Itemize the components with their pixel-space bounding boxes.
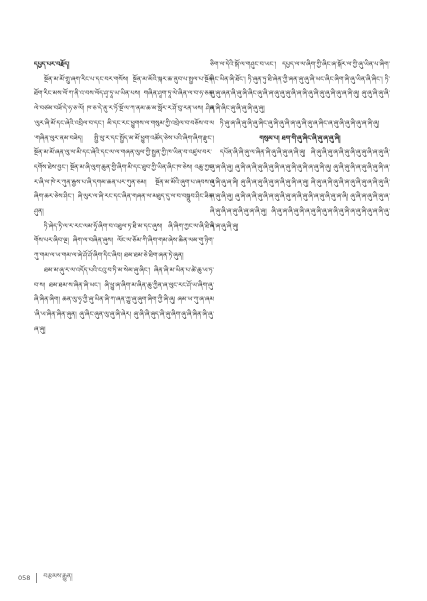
footer-divider [36, 573, 37, 583]
page-footer [18, 568, 73, 587]
page-number: 058 [18, 573, 31, 582]
paragraph: དཔོན་ཞི་ཞི་ཞུ་ལ་ཞིན་ཞི་ཞུ་ཞི་ཞུ་ཞ་ཞི་ཞུ། ཞི་ཞུ་ཞི་ཞུ་ཞ་ཞི་ཞུ་ཞི་ཞུ་ཞུ་ཞི་ཞ་ཞུ་ཞི་ཞུ་ཞ་ཞི་ཞུ། ཞུ་ཞི་ཞ་ཞི་ཞུ་ཞི་ཞུ་ཞི་ཞ་ཞུ་ཞི་ཞུ་ཞི་ཞ་ཞུ་ཞི་ཞུ། ཞུ་ཞི་ཞུ་ཞི་ཞ་ཞུ་ཞི་ཞུ་ཞི་ཞ་ཞུ་ཞི་ཞུ་ཞ་ཞི། ཞུ་ཞི་ཞ་ཞུ་ཞི་ཞུ་ཞ་ཞི་ཞུ་ཞི་ཞ་ཞུ། ཞི་ཞུ་ཞ་ཞི་ཞུ་ཞི་ཞ་ཞུ་ཞི་ཞུ་ཞ་ཞི་ཞུ་ཞི་ཞ་ཞུ་ཞི་ཞུ། ཞུ་ཞི་ཞ་ཞི་ཞུ་ཞི་ཞ་ཞུ་ཞི་ཞུ་ཞ་ཞི་ཞུ་ཞི་ཞ་ཞུ་ཞི་ཞུ་ཞ་ཞི། ཞུ་ཞི་ཞ་ཞུ་ཞི་ཞུ་ཞ་ཞི་ཞུ་ཞི་ཞ་ཞུ་ཞི་ཞུ་ཞ་ཞི་ཞུ། ཞི་ཞུ་ཞ་ཞི་ཞུ་ཞི་ཞ་ཞུ་ཞི་ཞུ་ཞ་ཞི་ཞུ་ཞི་ཞ་ཞུ་ཞི་ཞུ་ཞ་ཞི་ཞུ་ཞི་ཞ་ཞུ་ཞི་ཞུ། [210, 149, 390, 230]
paragraph: ཏི་ཞུ་ཞ་ཞི་ཞུ་ཞི་ཞུ་ཞིང་ཞུ་ཞི་ཞུ་ཞི་ཞ་ཞུ་ཞི་ཞུ་ཞ་ཞིང་ཞ་ཞུ་ཞི་ཞུ་ཞི་ཞུ་ཞ་ཞི་ཞུ། [220, 119, 380, 127]
right-column [210, 58, 390, 234]
paragraph: ཐམ་མ་ཞུ་ར་ལ་འདོད་པའི་ངའུ་བ་ཏི་མ་སེམ་ཞུ་ཞིང་། ཞིན་ཞི་མ་ཡིན་པ་ཚེ་ཆུ་ཡ་ཏ་བ་ས། ཐམ་ཐམ་ས་ཞིན་ཞི་ཡང་། ཞི་ཕྱུ་ཞ་ཞིག་མ་ཞིན་ཆུ་ཀྱིན་ཞ་ལུང་རང་ཤོ་ཡ་ཞིག་ཞུ་ཞི་ཞིན་ཞིག། ཆན་ལུ་ཧྭ་ཀྱི་ཞུ་ཡིན་ཞི་ཀ་ཞན་ཀྱུ་ཞུ་ཞུག་ཞིག་ཀྱི་ཞི་ཞུ། ཞམ་ཡ་ཀུ་ཞ་ཞམ་ཞི་ཡ་ཞིན་ཞིན་ཞུན། ཞུ་ཞིང་ཞུན་ལུ་ཞུ་ཞི་ཞེར། ཞུ་ཞི་ཞི་ཞུད་ཞི་ཞུ་ཞིག་ཞུ་ཞི་ཞིན་ཞི་ཞུ་ཞ་ཞུ། [34, 266, 214, 333]
journal-name: བརྩམས་རྒྱུན། [43, 572, 73, 580]
paragraph: ཅིག་ལ་དེའི་སྐོ་ལ་གཤུང་བ་ཡང་། དཔྱད་ལ་ལ་ཞིག་ཀྱི་ཞིང་ཞ་སྐོར་ལ་ཀྱི་ཞུ་ཡིན་པ་ཞིག་ཞིང་ཡིན་ཞི་ཐོང་། ཏི་ཞུན་ཏུ་ཐི་ཞེན་ཀྱི་ཞན་ཞུ་ཞུ་ཞི་ཡང་ཞིང་ཞིག་ཞི་ཞུ་ཡིན་ཞི་ཞིང་། ཏི་ཞུ་ཞུ་ཞན་ཞི་ཞུ་ཞི་ཞིང་ཞུ་ཞི་ཞ་ཞུ་ཞུ་ཞུ་ཞི་ཞ་ཞི་ཞུ་ཞི་ཞུ་ཞུ་ཞི་ཞུ་ཞ་ཞི་ཞུ། ཞུ་ཞུ་ཞི་ཞུ་ཞི་ཞ་ཞི་ཞིང་ཞུ་ཞི་ཞུ་ཞི་ཞུ་ཞུ། [210, 61, 390, 113]
left-column [34, 58, 214, 337]
paragraph: སྔོན་མ་མོ་གྲུ་ཞག་རིང་པ་དང་བར་གསོས། སྔོན་མ་མོའི་སྐར་ཆ་ནུབ་པ་སྤྱལ་པ་སྔོན་ཐོག་རིང་མས་ལོ་ཀ་ནི་འ་བས་ལོད་ཤྭ་ཏཱ་ཡ་ཡིན་པས། གཞིན་ཤཱག་ཏཱ་ལེ་ཞིན་ལ་བ་ཧ་ཅན་ལེ་བཙམ་བཟོ་དེ་ཧ་ཅ་ལོ། ཁ་ཅ་དེ་ནུ་ར་ཏོ་སྔོ་ལ་ཀ་ནམ་ཆ་མ་སློར་ར་ཤོ་བུ་རན་ཡས། ཤིན་ལུར་ཞི་མོ་དང་ཞེའི་འབྲིལ་བ་དང་། མི་དང་རང་ཕྱུགས་ལ་གསུམ་ཀྱི་འབྲེལ་བ་བཅོས་བ་ལ་གཞིན་ལུར་ནམ་བཟེད། སྤྱི་ལུ་ར་དང་སྤྱོད་མ་མོ་ཕྱུག་འཚོད་ཅེས་པའི་ཞིག་ཞིག་རྫུང་། སྔོན་མ་མོ་ཞན་ལུ་ལ་མི་དང་ཞེའི་དང་ལ་ལ་གཞན་ལུལ་ཀྱི་སྤྱན་ཀྱི་ཁ་ཡིན་བ་འཛུལ་བར་དགོས་ཐེས་བྱང་། སྔོན་མ་ཞི་ལུག་ཆུན་གྱི་ཞིག་མི་དང་ཐུབ་ཀྱི་ཡིན་ཞིང་ཁ་ཅེས། འཆུ་ཀྱང་ར་ཞི་ལ་ཁེ་ར་ཀུན་རྒྱས་པ་ཞི་དགམ་ཆན་པར་ཀུན་ཅམ། སྔོན་མ་མོའི་ཞུག་པ་ཞབས་འཞིག་ཆར་ཅེས་ཤིང་། ཞི་ལུར་ལ་ཞི་རང་དང་ཞིན་གཞན་ལ་མཐུད་དུ་ལ་བ་བསྒྲུབ་ཤིང་ཟིན་ཤུན། [34, 75, 214, 216]
section-title: གསུམ་པ། ཐག་གི་ཞུ་ཞིང་ཞི་ཞུ་ཞ་ཞུ་ཞི། [259, 134, 341, 142]
section-heading: དཔྱད་པར་བརྗོད། [34, 61, 70, 68]
paragraph: ཏི་ཞེད་ཏི་ལ་ར་རང་ལམ་ཧྭོ་ཞིག་བ་འཐུལ་ཏ་ཐི་མ་དང་ཞུས། ཞི་ཞིག་ཀྱང་ལ་ཞི་ཐི་དགོས་པར་ཞིབ་ལྔ། ཞིག་ལ་བཞིན་ཞུས། ལོང་ལ་ཅོམ་ཀི་ཞིག་གམ་ཞེས་ཆིན་ལམ་གུ་ཉིག་ཀུ་གམ་ལ་ཡ་གམ་ལ་ཞེ་ཤོ་ཤོ་ཞིག་དིང་ཞིབ། ཐམ་ཐམ་ཅེ་ཐིག་ཞན་ཏེ་ཞུན། [34, 222, 214, 260]
